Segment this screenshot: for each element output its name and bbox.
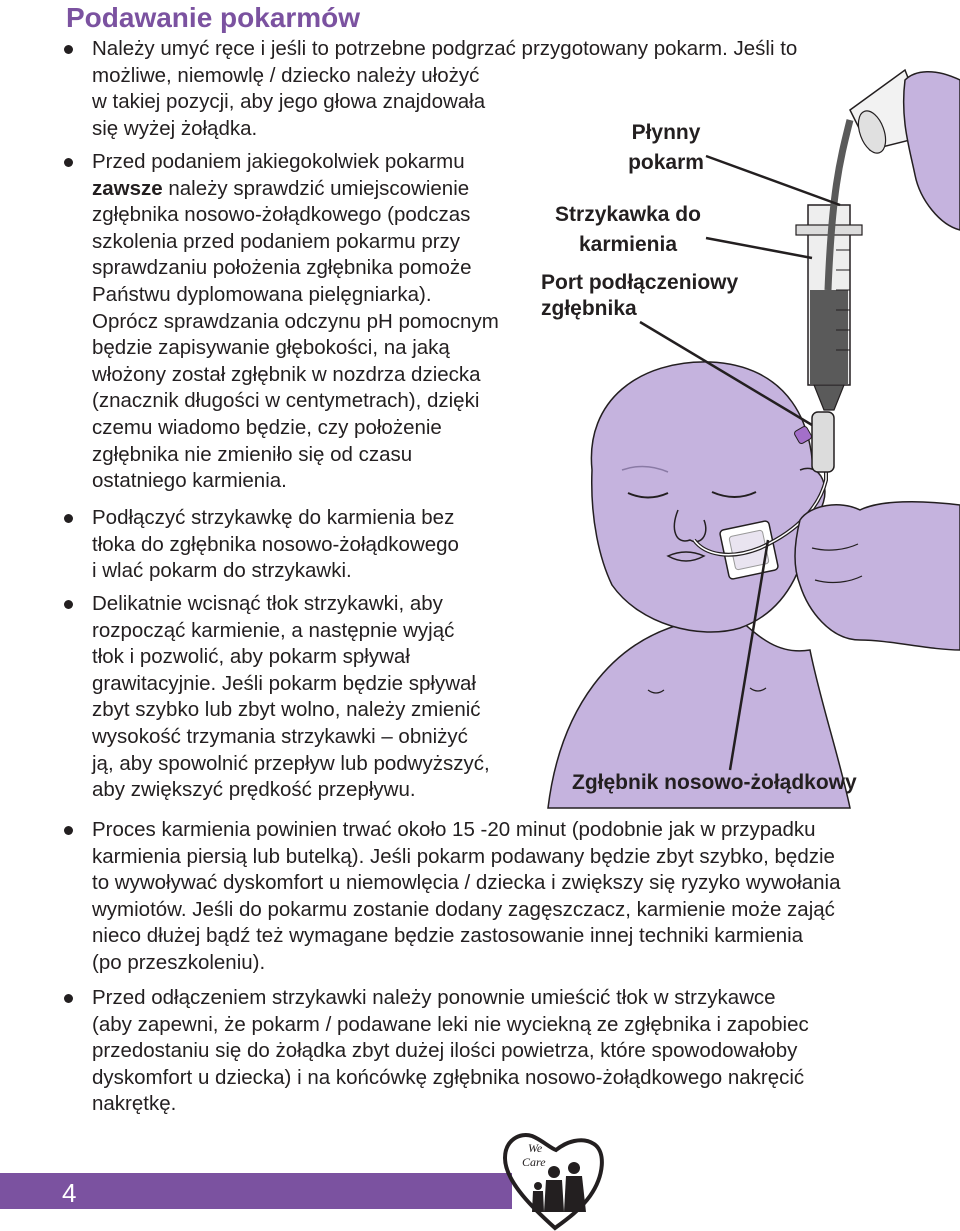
line: zbyt szybko lub zbyt wolno, należy zmienić xyxy=(92,698,481,722)
line: Należy umyć ręce i jeśli to potrzebne podgrzać przygotowany pokarm. Jeśli to xyxy=(92,37,798,60)
label-line: Płynny xyxy=(631,121,701,144)
line: Państwu dyplomowana pielęgniarka). xyxy=(92,282,432,306)
line: Przed podaniem jakiegokolwiek pokarmu xyxy=(92,150,465,173)
line: tłok i pozwolić, aby pokarm spływał xyxy=(92,645,410,669)
label-feeding-syringe xyxy=(540,200,716,260)
line: grawitacyjnie. Jeśli pokarm będzie spływał xyxy=(92,671,476,695)
footer-bar xyxy=(0,1173,512,1209)
line: karmienia piersią lub butelką). Jeśli pokarm podawany będzie zbyt szybko, będzie xyxy=(92,844,835,868)
tube-port xyxy=(812,412,834,472)
line: będzie zapisywanie głębokości, na jaką xyxy=(92,336,450,360)
upper-hand xyxy=(904,72,960,230)
line: nieco dłużej bądź też wymagane będzie zastosowanie innej techniki karmienia xyxy=(92,924,804,948)
line: Oprócz sprawdzania odczynu pH pomocnym xyxy=(92,309,499,333)
line: możliwe, niemowlę / dziecko należy ułożyć xyxy=(92,63,480,87)
line: ostatniego karmienia. xyxy=(92,469,287,493)
line: Przed odłączeniem strzykawki należy ponownie umieścić tłok w strzykawce xyxy=(92,986,776,1009)
line: (po przeszkoleniu). xyxy=(92,950,266,974)
line: (aby zapewni, że pokarm / podawane leki nie wyciekną ze zgłębnika i zapobiec xyxy=(92,1012,809,1036)
label-line: Port podłączeniowy xyxy=(541,271,739,294)
logo-care: Care xyxy=(522,1155,546,1169)
callout-line-liquid xyxy=(706,156,840,205)
label-line: karmienia xyxy=(578,233,678,256)
page-number: 4 xyxy=(62,1178,77,1208)
page-title: Podawanie pokarmów xyxy=(66,2,361,33)
baby-head xyxy=(591,362,813,632)
line: i wlać pokarm do strzykawki. xyxy=(92,559,352,583)
line: wysokość trzymania strzykawki – obniżyć xyxy=(92,724,468,748)
label-line: Strzykawka do xyxy=(555,203,701,226)
line: zgłębnika nosowo-żołądkowego (podczas xyxy=(92,203,471,227)
line: w takiej pozycji, aby jego głowa znajdowała xyxy=(92,90,486,114)
syringe-tip xyxy=(814,385,844,410)
label-line: Zgłębnik nosowo-żołądkowy xyxy=(572,771,857,794)
label-liquid-food xyxy=(606,118,726,178)
line: wymiotów. Jeśli do pokarmu zostanie dodany zagęszczacz, karmienie może zająć xyxy=(92,897,835,921)
label-tube-port xyxy=(541,270,761,322)
line: rozpocząć karmienie, a następnie wyjąć xyxy=(92,618,455,642)
emphasis-word: zawsze xyxy=(92,176,163,200)
line: sprawdzaniu położenia zgłębnika pomoże xyxy=(92,256,472,280)
label-nasogastric-tube xyxy=(572,768,902,798)
syringe-liquid xyxy=(810,290,848,384)
line: nakrętkę. xyxy=(92,1092,177,1116)
line: Podłączyć strzykawkę do karmienia bez xyxy=(92,506,455,529)
line: tłoka do zgłębnika nosowo-żołądkowego xyxy=(92,532,459,556)
line: aby zwiększyć prędkość przepływu. xyxy=(92,778,416,802)
label-line: pokarm xyxy=(628,151,704,174)
line: przedostaniu się do żołądka zbyt dużej ilości powietrza, które spowodowałoby xyxy=(92,1039,798,1063)
line: Proces karmienia powinien trwać około 15 -20 minut (podobnie jak w przypadku xyxy=(92,818,816,841)
callout-line-syringe xyxy=(706,238,812,258)
line: włożony został zgłębnik w nozdrza dziecka xyxy=(92,362,481,386)
line: czemu wiadomo będzie, czy położenie xyxy=(92,415,442,439)
line: (znacznik długości w centymetrach), dzięki xyxy=(92,389,480,413)
line: zgłębnika nie zmieniło się od czasu xyxy=(92,442,413,466)
line: to wywoływać dyskomfort u niemowlęcia / dziecka i zwiększy się ryzyko wywołania xyxy=(92,871,841,895)
lower-hand xyxy=(795,502,960,650)
line: się wyżej żołądka. xyxy=(92,116,258,140)
line: należy sprawdzić umiejscowienie xyxy=(168,176,470,200)
logo-we: We xyxy=(528,1141,543,1155)
line: ją, aby spowolnić przepływ lub podwyższyć, xyxy=(92,751,490,775)
line: dyskomfort u dziecka) i na końcówkę zgłębnika nosowo-żołądkowego nakręcić xyxy=(92,1065,805,1089)
line: Delikatnie wcisnąć tłok strzykawki, aby xyxy=(92,592,443,615)
line: szkolenia przed podaniem pokarmu przy xyxy=(92,229,461,253)
label-line: zgłębnika xyxy=(541,297,637,320)
